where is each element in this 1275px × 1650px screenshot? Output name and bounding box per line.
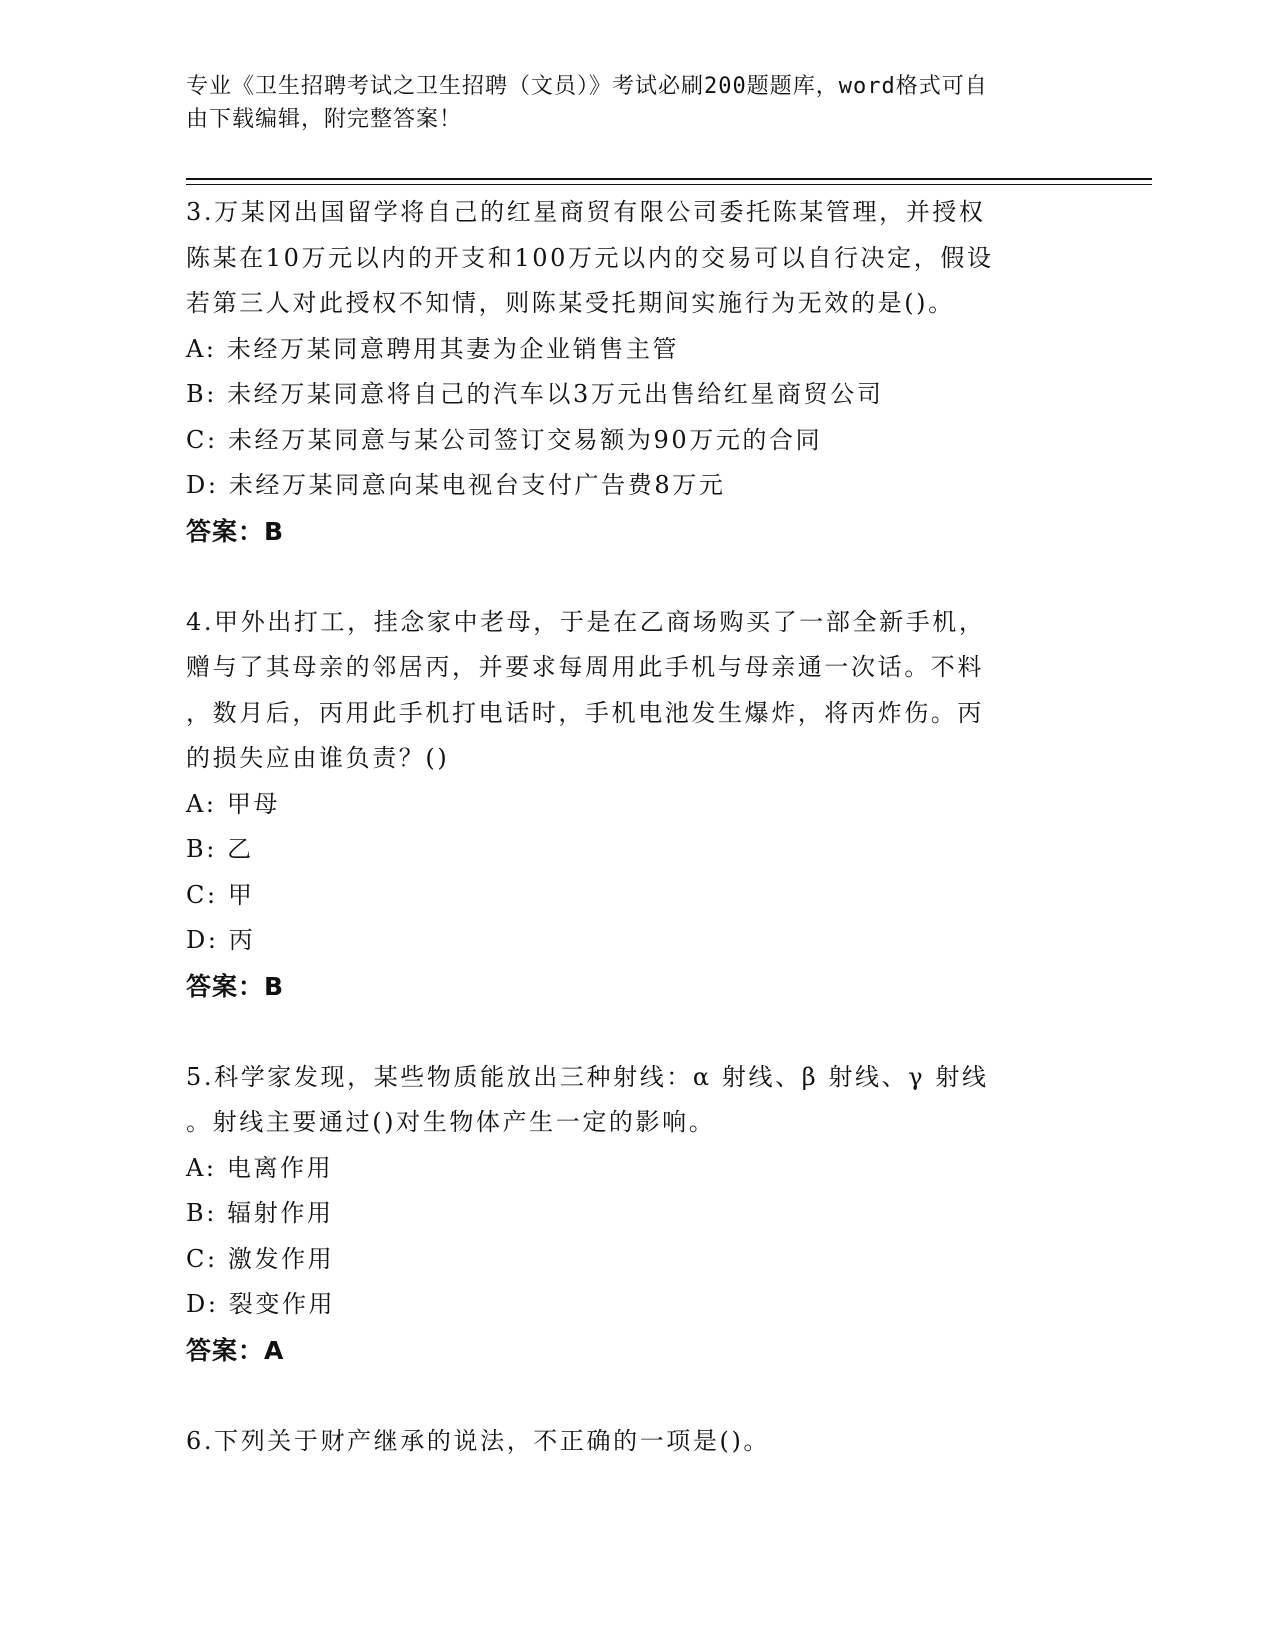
option-b: B: 未经万某同意将自己的汽车以3万元出售给红星商贸公司 xyxy=(186,380,884,408)
header-line-1: 专业《卫生招聘考试之卫生招聘（文员）》考试必刷200题题库，word格式可自 xyxy=(186,74,988,99)
header-line-2: 由下载编辑，附完整答案！ xyxy=(186,107,463,132)
option-c: C: 甲 xyxy=(186,880,255,909)
question-stem-line: 若第三人对此授权不知情，则陈某受托期间实施行为无效的是()。 xyxy=(186,289,955,317)
option-b: B: 乙 xyxy=(186,835,254,863)
question-spacer xyxy=(186,1009,1086,1055)
option-c: C: 未经万某同意与某公司签订交易额为90万元的合同 xyxy=(186,425,823,454)
option-a: A: 电离作用 xyxy=(186,1153,334,1182)
option-d: D: 丙 xyxy=(186,926,256,954)
header-divider-thin xyxy=(186,184,1152,185)
answer-line: 答案：B xyxy=(186,516,285,546)
option-c: C: 激发作用 xyxy=(186,1244,335,1273)
question-stem-line: 陈某在10万元以内的开支和100万元以内的交易可以自行决定，假设 xyxy=(186,243,994,272)
question-stem-line: ，数月后，丙用此手机打电话时，手机电池发生爆炸，将丙炸伤。丙 xyxy=(186,698,984,727)
question-spacer xyxy=(186,554,1086,600)
option-a: A: 未经万某同意聘用其妻为企业销售主管 xyxy=(186,334,680,363)
option-a: A: 甲母 xyxy=(186,789,281,818)
question-stem-line: 6.下列关于财产继承的说法，不正确的一项是()。 xyxy=(186,1426,771,1455)
question-list xyxy=(186,190,1086,1464)
option-b: B: 辐射作用 xyxy=(186,1199,334,1227)
question-stem-line: 3.万某冈出国留学将自己的红星商贸有限公司委托陈某管理，并授权 xyxy=(186,198,986,226)
question-stem-line: 5.科学家发现，某些物质能放出三种射线：α 射线、β 射线、γ 射线 xyxy=(186,1062,989,1091)
question-stem-line: 。射线主要通过()对生物体产生一定的影响。 xyxy=(186,1108,716,1136)
question-3 xyxy=(186,190,1086,554)
answer-line: 答案：B xyxy=(186,971,285,1001)
option-d: D: 裂变作用 xyxy=(186,1290,336,1318)
question-4 xyxy=(186,600,1086,1010)
header-divider-thick xyxy=(186,178,1152,180)
question-spacer xyxy=(186,1373,1086,1419)
question-stem-line: 4.甲外出打工，挂念家中老母，于是在乙商场购买了一部全新手机， xyxy=(186,607,986,636)
question-6 xyxy=(186,1419,1086,1465)
question-stem-line: 赠与了其母亲的邻居丙，并要求每周用此手机与母亲通一次话。不料 xyxy=(186,653,984,681)
question-5 xyxy=(186,1055,1086,1374)
question-stem-line: 的损失应由谁负责？() xyxy=(186,744,450,772)
document-header xyxy=(186,70,1066,136)
option-d: D: 未经万某同意向某电视台支付广告费8万元 xyxy=(186,471,726,499)
answer-line: 答案：A xyxy=(186,1335,285,1365)
